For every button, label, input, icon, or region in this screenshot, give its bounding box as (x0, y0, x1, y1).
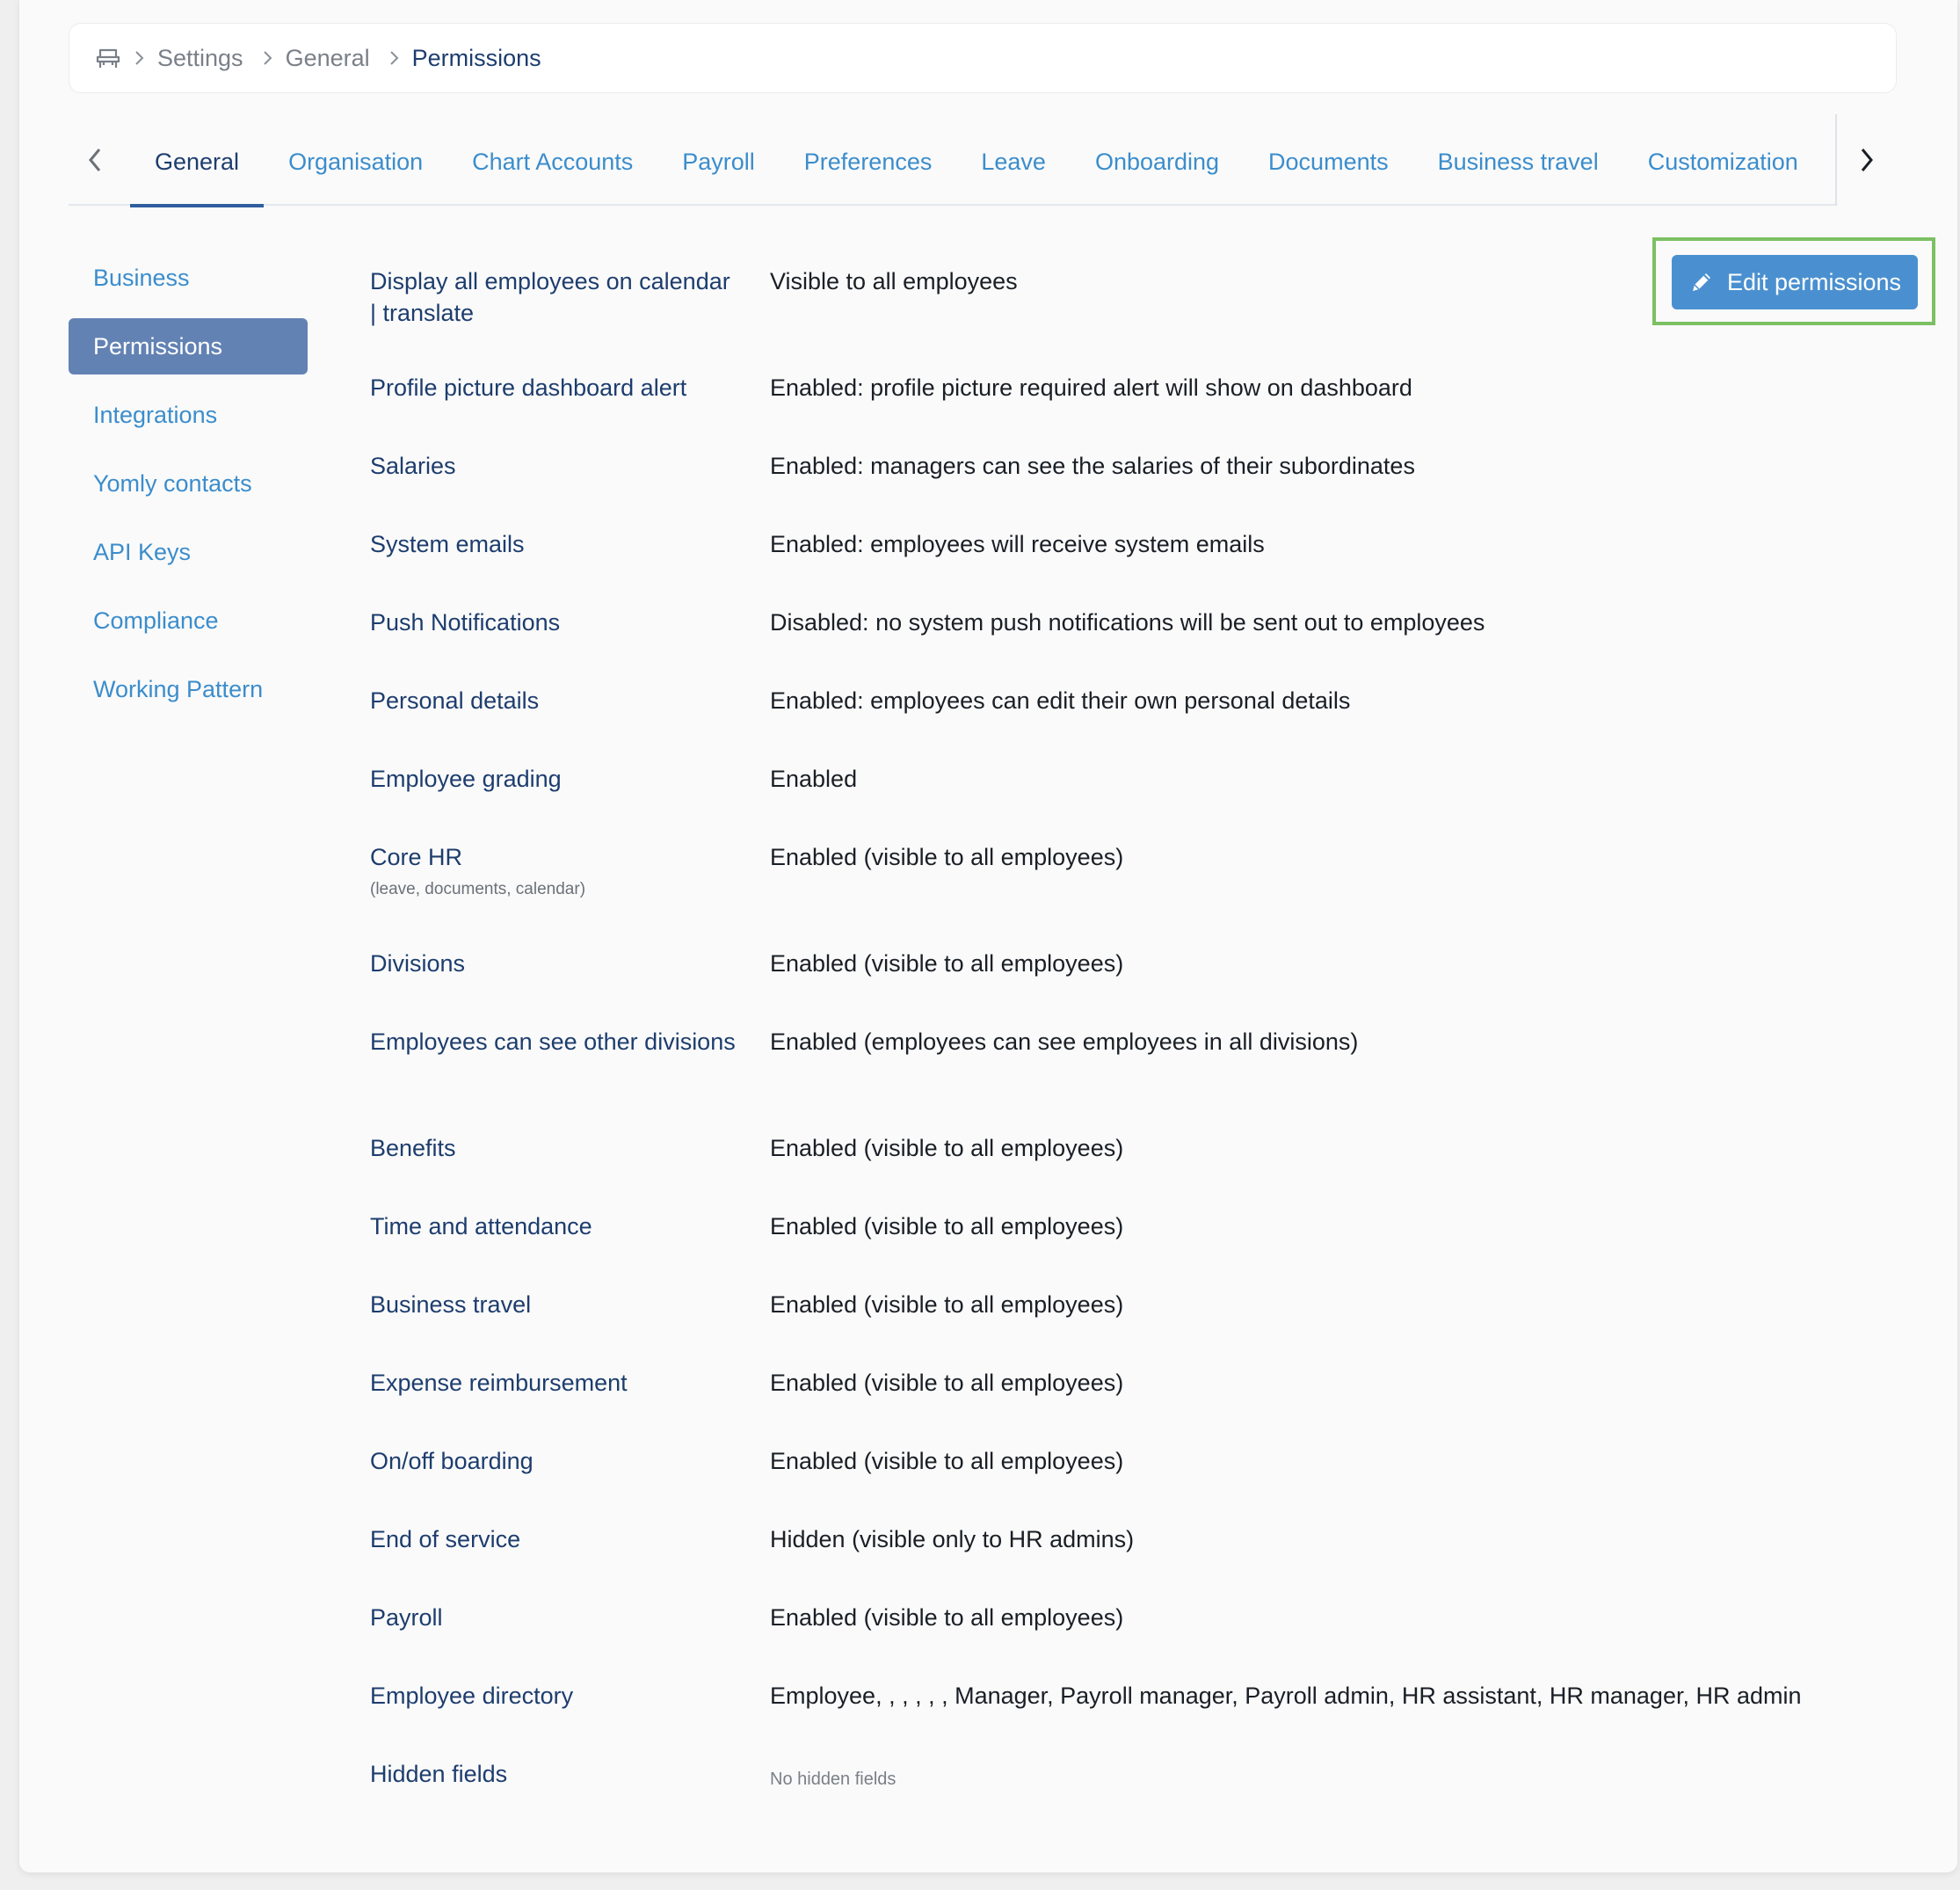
permission-value: Enabled: managers can see the salaries of their subordinates (770, 453, 1415, 479)
edit-permissions-label: Edit permissions (1726, 268, 1902, 295)
permission-label: Salaries (370, 453, 456, 479)
tab-organisation[interactable]: Organisation (288, 149, 424, 175)
sidebar-item-integrations[interactable]: Integrations (93, 402, 218, 428)
permission-value: Enabled (visible to all employees) (770, 844, 1124, 870)
sidebar-item-yomly-contacts[interactable]: Yomly contacts (93, 470, 252, 497)
permission-value: Enabled (visible to all employees) (770, 1604, 1124, 1631)
sidebar-item-permissions[interactable]: Permissions (69, 318, 308, 374)
permission-value: Enabled (visible to all employees) (770, 950, 1124, 977)
permission-value: Enabled (770, 766, 858, 792)
tab-preferences[interactable]: Preferences (803, 149, 933, 175)
permission-value: Enabled (visible to all employees) (770, 1291, 1124, 1318)
tab-business-travel[interactable]: Business travel (1437, 149, 1599, 175)
chevron-right-icon (122, 44, 157, 72)
settings-card (19, 0, 1957, 1872)
tabs-scroll-right-button[interactable] (1835, 114, 1897, 206)
tab-chart-accounts[interactable]: Chart Accounts (472, 149, 634, 175)
sidebar-item-api-keys[interactable]: API Keys (93, 539, 192, 565)
permission-label: Display all employees on calendar | translate (370, 268, 730, 326)
settings-sidebar (69, 250, 308, 730)
permission-sublabel: (leave, documents, calendar) (370, 880, 586, 898)
breadcrumb-settings[interactable]: Settings (157, 44, 243, 71)
breadcrumb-general[interactable]: General (285, 44, 370, 71)
permission-label: Employee grading (370, 766, 562, 792)
permission-label: Hidden fields (370, 1761, 508, 1787)
permission-label: Benefits (370, 1135, 456, 1161)
permission-label: Employee directory (370, 1683, 574, 1709)
permission-value: Enabled: profile picture required alert will show on dashboard (770, 374, 1412, 401)
permission-value: Enabled (employees can see employees in all divisions) (770, 1029, 1359, 1055)
permission-value: Enabled (visible to all employees) (770, 1135, 1124, 1161)
permission-label-text: Core HR (370, 844, 463, 870)
permission-label: Business travel (370, 1291, 532, 1318)
permission-label: Employees can see other divisions (370, 1029, 736, 1055)
breadcrumb-current: Permissions (411, 44, 541, 71)
tab-payroll[interactable]: Payroll (682, 149, 755, 175)
chevron-left-icon (86, 146, 104, 174)
permission-value: Enabled (visible to all employees) (770, 1370, 1124, 1396)
tab-customization[interactable]: Customization (1647, 149, 1798, 175)
permission-label (370, 841, 739, 901)
permission-value: Enabled: employees can edit their own personal details (770, 687, 1351, 714)
chevron-right-icon (1858, 146, 1876, 174)
permission-value: Disabled: no system push notifications will be sent out to employees (770, 609, 1485, 636)
permission-value: Enabled (visible to all employees) (770, 1213, 1124, 1239)
sidebar-item-business[interactable]: Business (93, 265, 190, 291)
tab-onboarding[interactable]: Onboarding (1094, 149, 1220, 175)
permission-value: Hidden (visible only to HR admins) (770, 1526, 1135, 1552)
settings-tabs (69, 114, 1897, 206)
tabs-scroll-left-button[interactable] (69, 114, 121, 206)
tab-documents[interactable]: Documents (1268, 149, 1389, 175)
office-chair-icon[interactable] (94, 44, 122, 72)
permission-label: Push Notifications (370, 609, 561, 636)
permission-label: System emails (370, 531, 525, 557)
permission-label: Divisions (370, 950, 466, 977)
tab-strip (130, 114, 1835, 206)
permission-label: Expense reimbursement (370, 1370, 628, 1396)
permission-label: Personal details (370, 687, 540, 714)
chevron-right-icon (377, 44, 412, 72)
permission-label: Time and attendance (370, 1213, 592, 1239)
breadcrumb (69, 23, 1897, 93)
permission-label: On/off boarding (370, 1448, 534, 1474)
sidebar-item-compliance[interactable]: Compliance (93, 607, 219, 634)
chevron-right-icon (250, 44, 286, 72)
permission-value: Enabled: employees will receive system emails (770, 531, 1265, 557)
permission-value: Employee, , , , , , Manager, Payroll manager, Payroll admin, HR assistant, HR manager, HR admin (770, 1683, 1802, 1709)
permission-value: Visible to all employees (770, 268, 1018, 294)
permission-label: Payroll (370, 1604, 443, 1631)
permission-label: End of service (370, 1526, 521, 1552)
tab-leave[interactable]: Leave (981, 149, 1046, 175)
permission-label: Profile picture dashboard alert (370, 374, 687, 401)
permission-value: No hidden fields (770, 1770, 897, 1789)
sidebar-item-working-pattern[interactable]: Working Pattern (93, 676, 264, 702)
tab-general[interactable]: General (130, 114, 264, 206)
permission-value: Enabled (visible to all employees) (770, 1448, 1124, 1474)
